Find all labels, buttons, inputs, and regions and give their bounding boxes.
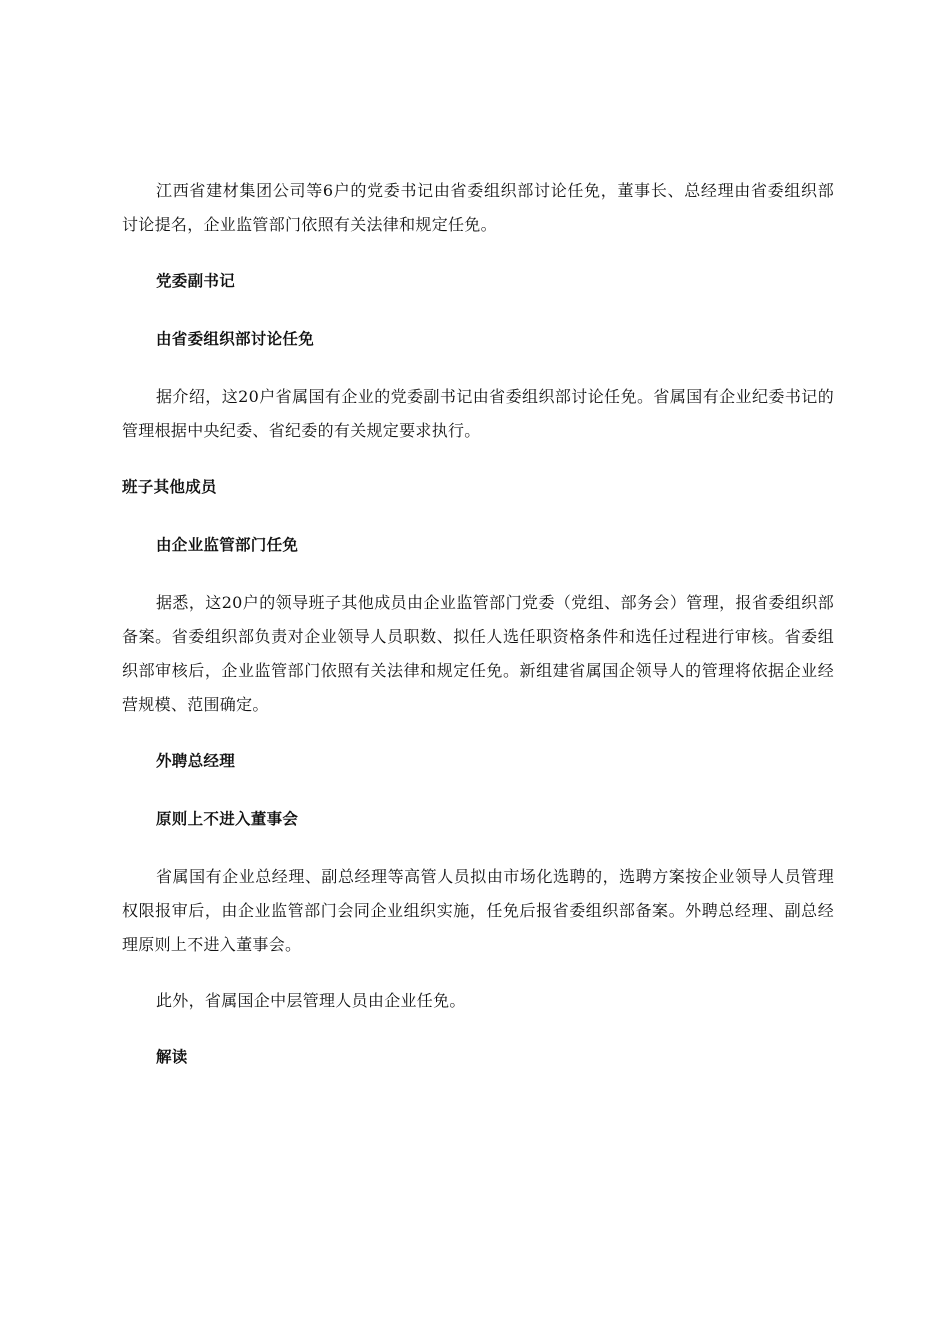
heading-other-members: 班子其他成员 <box>122 478 217 496</box>
subheading-appointed-by-organization-dept: 由省委组织部讨论任免 <box>156 330 315 348</box>
paragraph-middle-management: 此外，省属国企中层管理人员由企业任免。 <box>156 991 466 1010</box>
heading-interpretation: 解读 <box>156 1048 188 1066</box>
subheading-appointed-by-supervisory-dept: 由企业监管部门任免 <box>156 536 299 554</box>
paragraph-appointment-secretary: 江西省建材集团公司等6户的党委书记由省委组织部讨论任免，董事长、总经理由省委组织部讨论提名，企业监管部门依照有关法律和规定任免。 <box>122 181 834 234</box>
document-body <box>122 174 834 1098</box>
paragraph-external-managers: 省属国有企业总经理、副总经理等高管人员拟由市场化选聘的，选聘方案按企业领导人员管理权限报审后，由企业监管部门会同企业组织实施，任免后报省委组织部备案。外聘总经理、副总经理原则上不进入董事会。 <box>122 867 834 954</box>
paragraph-other-members: 据悉，这20户的领导班子其他成员由企业监管部门党委（党组、部务会）管理，报省委组织部备案。省委组织部负责对企业领导人员职数、拟任人选任职资格条件和选任过程进行审核。省委组织部审核后，企业监管部门依照有关法律和规定任免。新组建省属国企领导人的管理将依据企业经营规模、范围确定。 <box>122 593 834 714</box>
paragraph-deputy-secretary: 据介绍，这20户省属国有企业的党委副书记由省委组织部讨论任免。省属国有企业纪委书记的管理根据中央纪委、省纪委的有关规定要求执行。 <box>122 387 834 440</box>
subheading-not-on-board: 原则上不进入董事会 <box>156 810 299 828</box>
heading-deputy-secretary: 党委副书记 <box>156 272 236 290</box>
heading-external-general-manager: 外聘总经理 <box>156 752 236 770</box>
